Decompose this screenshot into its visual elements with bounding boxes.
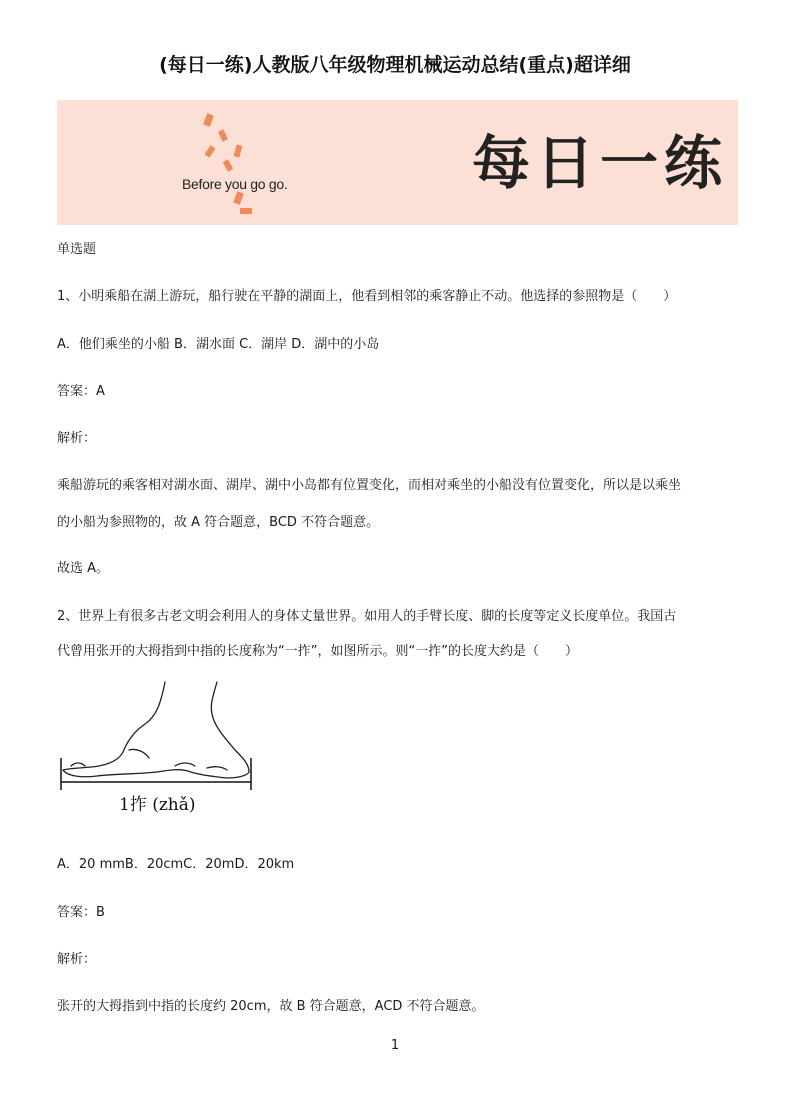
figure-caption: 1拃 (zhǎ) bbox=[119, 795, 196, 815]
banner-tagline: Before you go go. bbox=[182, 176, 288, 192]
question-1-analysis: 乘船游玩的乘客相对湖水面、湖岸、湖中小岛都有位置变化，而相对乘坐的小船没有位置变化，所以是以乘坐 bbox=[57, 478, 682, 493]
hand-span-figure bbox=[57, 680, 257, 830]
section-type: 单选题 bbox=[57, 242, 97, 257]
question-2-options: A．20 mmB．20cmC．20mD．20km bbox=[57, 857, 295, 872]
hand-span-drawing bbox=[57, 680, 257, 790]
question-2-analysis: 张开的大拇指到中指的长度约 20cm，故 B 符合题意，ACD 不符合题意。 bbox=[57, 999, 485, 1014]
banner-decoration bbox=[233, 191, 244, 205]
question-1-options: A．他们乘坐的小船 B．湖水面 C．湖岸 D．湖中的小岛 bbox=[57, 337, 380, 352]
question-1-text: 1、小明乘船在湖上游玩，船行驶在平静的湖面上，他看到相邻的乘客静止不动。他选择的参照物是（ ） bbox=[57, 289, 677, 304]
daily-practice-banner bbox=[57, 100, 738, 225]
question-2-text: 2、世界上有很多古老文明会利用人的身体丈量世界。如用人的手臂长度、脚的长度等定义长度单位。我国古 bbox=[57, 609, 677, 624]
banner-decoration bbox=[204, 145, 215, 157]
banner-brand-text: 每日一练 bbox=[472, 129, 729, 197]
question-1-answer: 答案：A bbox=[57, 384, 105, 399]
page-number: 1 bbox=[390, 1038, 400, 1053]
question-1-conclusion: 故选 A。 bbox=[57, 561, 110, 576]
question-2-analysis-label: 解析： bbox=[57, 952, 97, 967]
document-title: (每日一练)人教版八年级物理机械运动总结(重点)超详细 bbox=[159, 54, 631, 76]
question-1-analysis-label: 解析： bbox=[57, 431, 97, 446]
banner-decoration bbox=[240, 208, 252, 214]
banner-decoration bbox=[218, 129, 228, 142]
question-2-text-cont: 代曾用张开的大拇指到中指的长度称为“一拃”，如图所示。则“一拃”的长度大约是（ ） bbox=[57, 644, 578, 659]
banner-decoration bbox=[234, 144, 243, 157]
banner-decoration bbox=[223, 159, 234, 172]
banner-decoration bbox=[203, 113, 214, 127]
question-1-analysis-cont: 的小船为参照物的，故 A 符合题意，BCD 不符合题意。 bbox=[57, 515, 380, 530]
question-2-answer: 答案：B bbox=[57, 905, 105, 920]
